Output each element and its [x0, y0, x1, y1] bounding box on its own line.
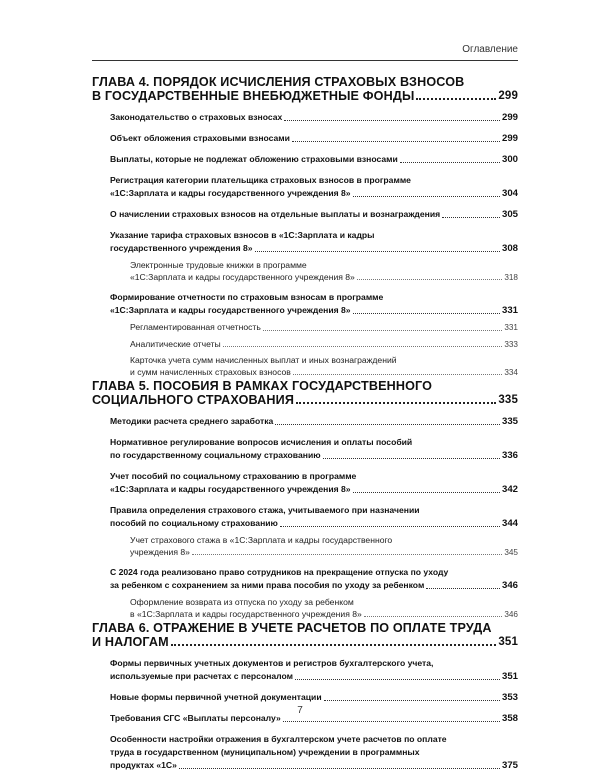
toc-entry-title-line: «1С:Зарплата и кадры государственного учреждения 8» [110, 188, 351, 198]
dot-leader [353, 196, 500, 197]
toc-subsection[interactable] [92, 535, 518, 558]
toc-page-number: 299 [498, 89, 518, 102]
toc-entry-title-line: ГЛАВА 6. ОТРАЖЕНИЕ В УЧЕТЕ РАСЧЕТОВ ПО ОПЛАТЕ ТРУДА [92, 621, 492, 635]
toc-page-number: 375 [501, 760, 518, 771]
toc-section[interactable] [92, 132, 518, 145]
dot-leader [179, 768, 500, 769]
toc-entry-title-line: ГЛАВА 5. ПОСОБИЯ В РАМКАХ ГОСУДАРСТВЕННОГО [92, 379, 433, 393]
toc-entry-title-line: учреждения 8» [130, 546, 190, 557]
toc-section[interactable] [92, 229, 518, 255]
toc-section[interactable] [92, 174, 518, 200]
toc-subsection[interactable] [92, 339, 518, 351]
toc-page-number: 334 [504, 367, 518, 377]
toc-page-number: 335 [501, 416, 518, 427]
dot-leader [353, 313, 500, 314]
toc-entry-title-line: Методики расчета среднего заработка [110, 416, 274, 426]
dot-leader [295, 679, 500, 680]
toc-section[interactable] [92, 470, 518, 496]
toc-entry-title-line: Регламентированная отчетность [130, 322, 261, 332]
dot-leader [442, 217, 500, 218]
toc-page-number: 353 [501, 692, 518, 703]
toc-section[interactable] [92, 691, 518, 704]
toc-entry-title-line: пособий по социальному страхованию [110, 518, 278, 528]
dot-leader [171, 644, 497, 646]
dot-leader [323, 458, 500, 459]
toc-page-number: 335 [498, 393, 518, 406]
running-header-title: Оглавление [462, 44, 518, 55]
toc-section[interactable] [92, 208, 518, 221]
toc-entry-title-line: Карточка учета сумм начисленных выплат и иных вознаграждений [130, 355, 397, 365]
toc-entry-title-line: Учет пособий по социальному страхованию в программе [110, 471, 357, 481]
dot-leader [357, 279, 502, 280]
toc-section[interactable] [92, 111, 518, 124]
toc-entry-title-line: Правила определения страхового стажа, учитываемого при назначении [110, 505, 420, 515]
toc-entry-title-line: «1С:Зарплата и кадры государственного учреждения 8» [130, 271, 355, 282]
toc-entry-title-line: Электронные трудовые книжки в программе [130, 260, 307, 270]
dot-leader [280, 526, 500, 527]
dot-leader [296, 402, 496, 404]
toc-page-number: 299 [501, 112, 518, 123]
header-rule [92, 60, 518, 61]
toc-entry-title-line: Требования СГС «Выплаты персоналу» [110, 713, 281, 723]
toc-subsection[interactable] [92, 597, 518, 620]
toc-entry-title-line: Указание тарифа страховых взносов в «1С:Зарплата и кадры [110, 230, 375, 240]
dot-leader [284, 120, 500, 121]
toc-entry-title-line: Выплаты, которые не подлежат обложению страховыми взносами [110, 154, 398, 164]
dot-leader [353, 492, 500, 493]
toc-chapter[interactable] [92, 76, 518, 103]
toc-entry-title-line: и сумм начисленных страховых взносов [130, 366, 291, 377]
toc-section[interactable] [92, 415, 518, 428]
toc-page-number: 333 [504, 339, 518, 349]
toc-page-number: 351 [501, 671, 518, 682]
toc-page-number: 346 [501, 580, 518, 591]
dot-leader [283, 721, 500, 722]
toc-entry-title-line: Формирование отчетности по страховым взносам в программе [110, 292, 384, 302]
dot-leader [292, 141, 500, 142]
toc-page-number: 342 [501, 484, 518, 495]
toc-entry-title-line: государственного учреждения 8» [110, 243, 253, 253]
toc-entry-title-line: в «1С:Зарплата и кадры государственного учреждения 8» [130, 608, 362, 619]
toc-page-number: 331 [501, 305, 518, 316]
toc-entry-title-line: Новые формы первичной учетной документации [110, 692, 322, 702]
toc-page-number: 331 [504, 323, 518, 332]
dot-leader [400, 162, 500, 163]
toc-entry-title-line: труда в государственном (муниципальном) учреждении в программных [110, 747, 420, 757]
toc-entry-title-line: ГЛАВА 4. ПОРЯДОК ИСЧИСЛЕНИЯ СТРАХОВЫХ ВЗНОСОВ [92, 75, 465, 89]
dot-leader [192, 554, 502, 555]
toc-section[interactable] [92, 504, 518, 530]
toc-entry-title-line: И НАЛОГАМ [92, 634, 169, 649]
toc-subsection[interactable] [92, 260, 518, 283]
toc-page-number: 304 [501, 188, 518, 199]
toc-page-number: 305 [501, 209, 518, 220]
toc-entry-title-line: С 2024 года реализовано право сотрудников на прекращение отпуска по уходу [110, 567, 449, 577]
toc-entry-title-line: Оформление возврата из отпуска по уходу за ребенком [130, 597, 354, 607]
table-of-contents [92, 74, 518, 772]
toc-entry-title-line: по государственному социальному страхованию [110, 450, 321, 460]
dot-leader [364, 616, 503, 617]
toc-entry-title-line: Аналитические отчеты [130, 338, 221, 349]
toc-page-number: 299 [501, 133, 518, 144]
toc-page-number: 358 [501, 713, 518, 724]
toc-entry-title-line: Особенности настройки отражения в бухгалтерском учете расчетов по оплате [110, 734, 447, 744]
toc-entry-title-line: Нормативное регулирование вопросов исчисления и оплаты пособий [110, 437, 413, 447]
toc-entry-title-line: «1С:Зарплата и кадры государственного учреждения 8» [110, 484, 351, 494]
toc-page-number: 336 [501, 450, 518, 461]
dot-leader [293, 374, 503, 375]
toc-section[interactable] [92, 291, 518, 317]
toc-entry-title-line: Регистрация категории плательщика страховых взносов в программе [110, 175, 411, 185]
toc-entry-title-line: В ГОСУДАРСТВЕННЫЕ ВНЕБЮДЖЕТНЫЕ ФОНДЫ [92, 88, 415, 103]
dot-leader [223, 346, 503, 347]
toc-section[interactable] [92, 566, 518, 592]
dot-leader [263, 330, 502, 331]
toc-subsection[interactable] [92, 322, 518, 334]
dot-leader [426, 588, 500, 589]
toc-entry-title-line: Формы первичных учетных документов и регистров бухгалтерского учета, [110, 658, 434, 668]
toc-section[interactable] [92, 153, 518, 166]
toc-entry-title-line: продуктах «1С» [110, 760, 177, 770]
page-number: 7 [297, 705, 303, 716]
toc-entry-title-line: О начислении страховых взносов на отдельные выплаты и вознаграждения [110, 209, 441, 219]
toc-page-number: 318 [504, 272, 518, 282]
toc-page-number: 308 [501, 243, 518, 254]
toc-page-number: 346 [504, 609, 518, 619]
toc-section[interactable] [92, 657, 518, 683]
toc-section[interactable] [92, 436, 518, 462]
dot-leader [324, 700, 500, 701]
toc-page-number: 345 [504, 547, 518, 557]
dot-leader [416, 98, 496, 100]
toc-chapter[interactable] [92, 380, 518, 407]
toc-page-number: 344 [501, 518, 518, 529]
toc-subsection[interactable] [92, 355, 518, 378]
toc-entry-title-line: Объект обложения страховыми взносами [110, 133, 290, 143]
toc-entry-title-line: используемые при расчетах с персоналом [110, 671, 294, 681]
toc-page-number: 300 [501, 154, 518, 165]
toc-entry-title-line: Законодательство о страховых взносах [110, 112, 283, 122]
toc-entry-title-line: за ребенком с сохранением за ними права пособия по уходу за ребенком [110, 580, 425, 590]
toc-entry-title-line: «1С:Зарплата и кадры государственного учреждения 8» [110, 305, 351, 315]
toc-entry-title-line: Учет страхового стажа в «1С:Зарплата и кадры государственного [130, 535, 393, 545]
toc-page-number: 351 [498, 635, 518, 648]
dot-leader [275, 424, 500, 425]
toc-section[interactable] [92, 733, 518, 772]
toc-chapter[interactable] [92, 622, 518, 649]
toc-entry-title-line: СОЦИАЛЬНОГО СТРАХОВАНИЯ [92, 392, 295, 407]
dot-leader [255, 251, 500, 252]
